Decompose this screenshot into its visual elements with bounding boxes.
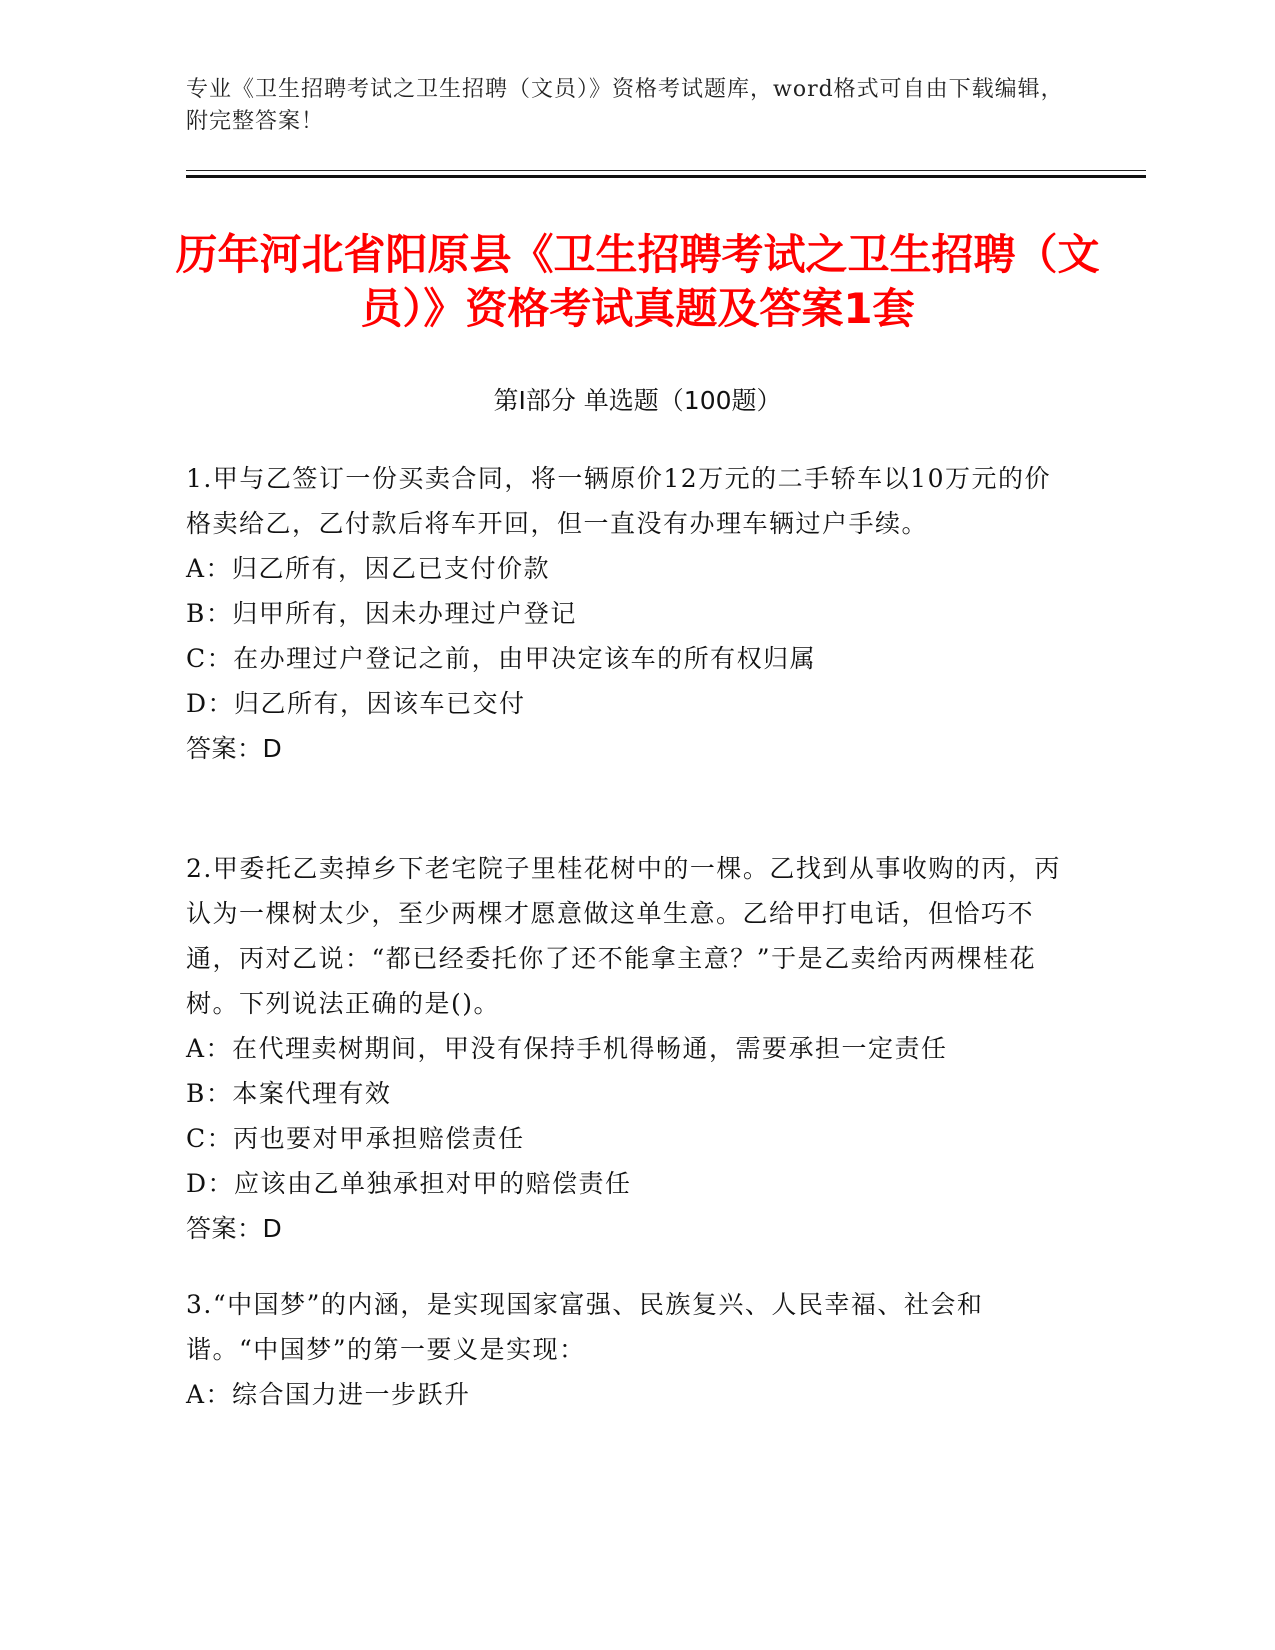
- answer: 答案：D: [186, 734, 283, 763]
- question-1: [186, 456, 1066, 771]
- document-title: 历年河北省阳原县《卫生招聘考试之卫生招聘（文员）》资格考试真题及答案1套: [175, 230, 1100, 333]
- question-2: [186, 846, 1066, 1251]
- option-a: A：归乙所有，因乙已支付价款: [186, 554, 551, 583]
- option-a: A：在代理卖树期间，甲没有保持手机得畅通，需要承担一定责任: [186, 1034, 948, 1063]
- option-d: D：应该由乙单独承担对甲的赔偿责任: [186, 1169, 632, 1198]
- question-stem: 1.甲与乙签订一份买卖合同，将一辆原价12万元的二手轿车以10万元的价格卖给乙，乙付款后将车开回，但一直没有办理车辆过户手续。: [186, 464, 1051, 538]
- section-title: 第Ⅰ部分 单选题（100题）: [493, 386, 782, 415]
- option-c: C：丙也要对甲承担赔偿责任: [186, 1124, 525, 1153]
- question-3: [186, 1282, 1066, 1417]
- option-b: B：本案代理有效: [186, 1079, 392, 1108]
- header-divider-thick: [186, 175, 1146, 178]
- header-divider-thin: [186, 170, 1146, 171]
- option-a: A：综合国力进一步跃升: [186, 1380, 471, 1409]
- answer: 答案：D: [186, 1214, 283, 1243]
- question-stem: 3.“中国梦”的内涵，是实现国家富强、民族复兴、人民幸福、社会和谐。“中国梦”的第一要义是实现：: [186, 1290, 984, 1364]
- question-stem: 2.甲委托乙卖掉乡下老宅院子里桂花树中的一棵。乙找到从事收购的丙，丙认为一棵树太少，至少两棵才愿意做这单生意。乙给甲打电话，但恰巧不通，丙对乙说：“都已经委托你了还不能拿主意？”于是乙卖给丙两棵桂花树。下列说法正确的是()。: [186, 854, 1061, 1018]
- option-d: D：归乙所有，因该车已交付: [186, 689, 526, 718]
- option-b: B：归甲所有，因未办理过户登记: [186, 599, 577, 628]
- option-c: C：在办理过户登记之前，由甲决定该车的所有权归属: [186, 644, 817, 673]
- header-note: 专业《卫生招聘考试之卫生招聘（文员）》资格考试题库，word格式可自由下载编辑，附完整答案！: [186, 77, 1064, 134]
